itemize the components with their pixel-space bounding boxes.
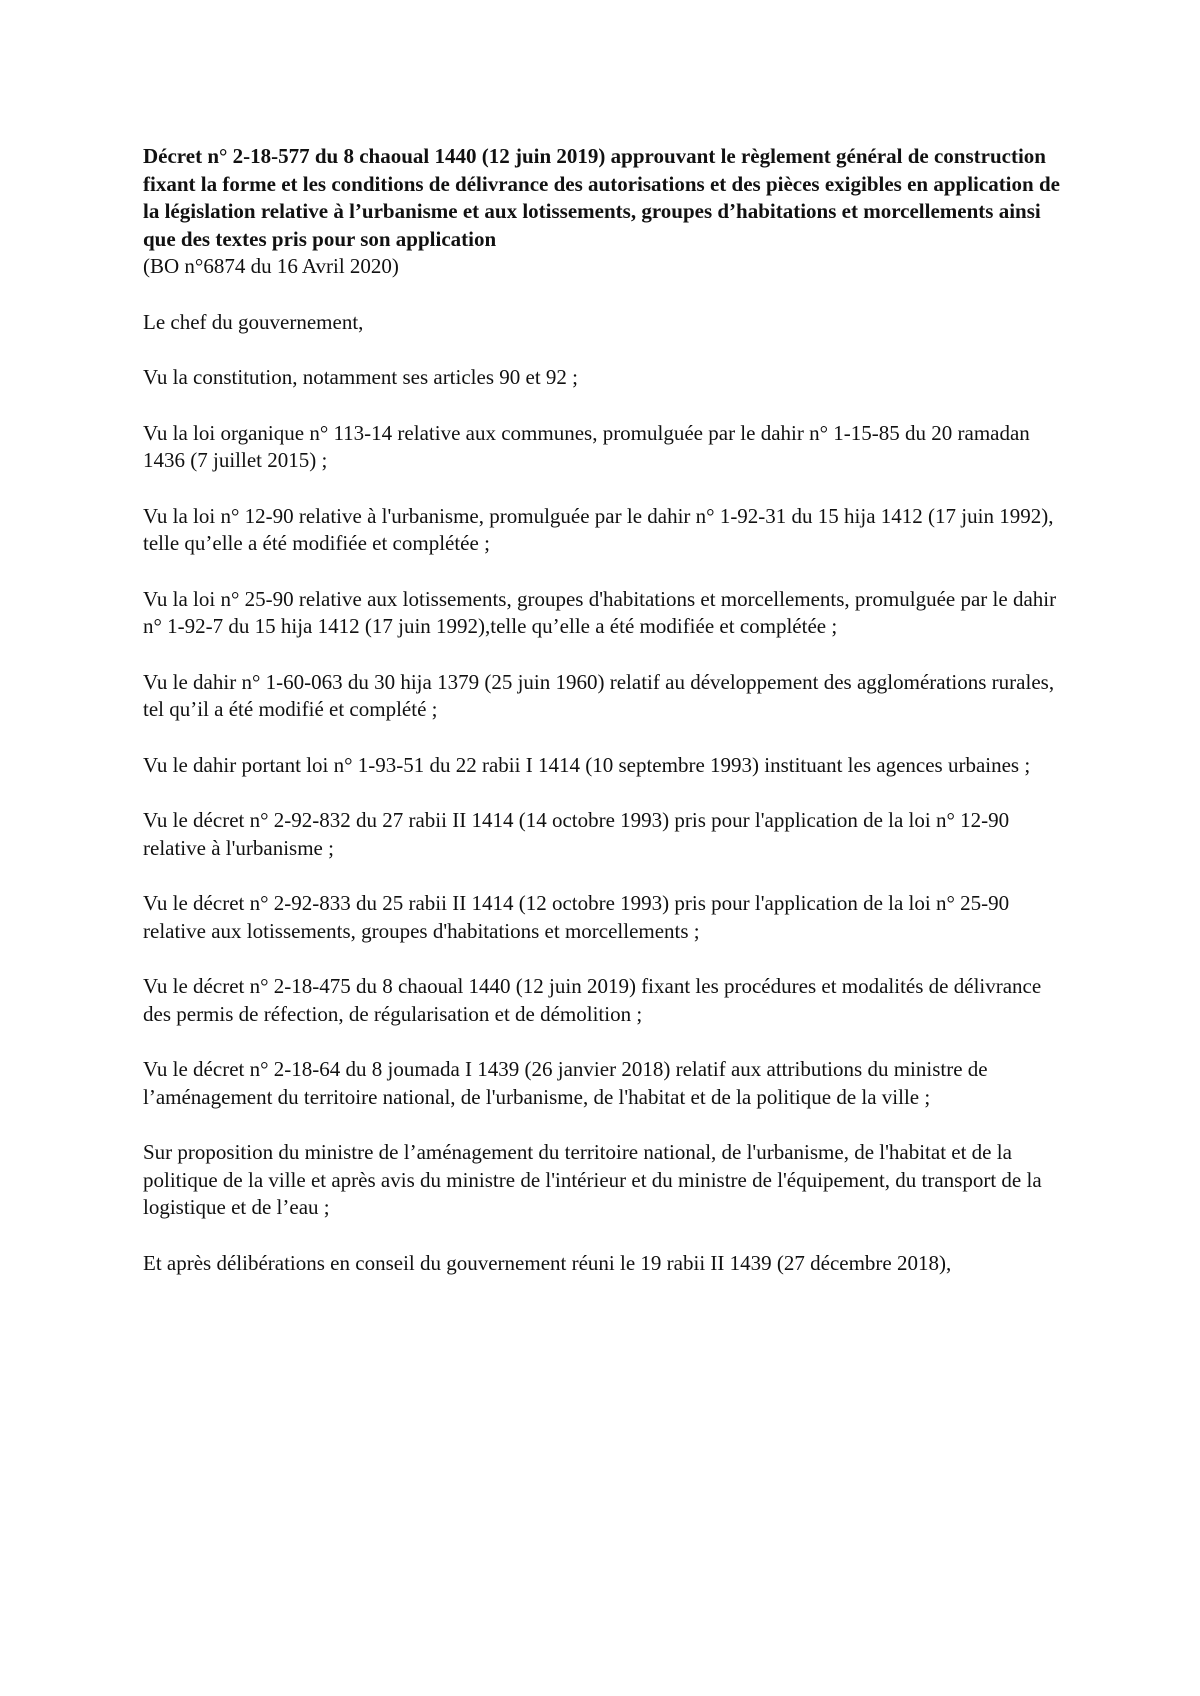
paragraph-dahir-1-60-063: Vu le dahir n° 1-60-063 du 30 hija 1379 (25 juin 1960) relatif au développement des agglomérations rurales, tel qu’il a été modifié et complété ; xyxy=(143,669,1055,721)
paragraph-decret-2-18-64: Vu le décret n° 2-18-64 du 8 joumada I 1439 (26 janvier 2018) relatif aux attributions du ministre de l’aménagement du territoire national, de l'urbanisme, de l'habitat et de la politique de la ville ; xyxy=(143,1057,988,1109)
paragraph-constitution: Vu la constitution, notamment ses articles 90 et 92 ; xyxy=(143,365,578,389)
paragraph-preamble: Le chef du gouvernement, xyxy=(143,309,364,334)
decree-title: Décret n° 2-18-577 du 8 chaoual 1440 (12 juin 2019) approuvant le règlement général de construction fixant la forme et les conditions de délivrance des autorisations et des pièces exigibles en application de la législation relative à l’urbanisme et aux lotissements, groupes d’habitations et morcellements ainsi que des textes pris pour son application xyxy=(143,144,1060,251)
paragraph-decret-2-92-833: Vu le décret n° 2-92-833 du 25 rabii II 1414 (12 octobre 1993) pris pour l'application de la loi n° 25-90 relative aux lotissements, groupes d'habitations et morcellements ; xyxy=(143,891,1010,943)
paragraph-proposition: Sur proposition du ministre de l’aménagement du territoire national, de l'urbanisme, de l'habitat et de la politique de la ville et après avis du ministre de l'intérieur et du ministre de l'équipement, du transport de la logistique et de l’eau ; xyxy=(143,1140,1042,1219)
paragraph-loi-organique: Vu la loi organique n° 113-14 relative aux communes, promulguée par le dahir n° 1-15-85 du 20 ramadan 1436 (7 juillet 2015) ; xyxy=(143,420,1030,472)
title-block xyxy=(143,143,1063,281)
document-body xyxy=(143,143,1063,1277)
paragraph-dahir-1-93-51: Vu le dahir portant loi n° 1-93-51 du 22 rabii I 1414 (10 septembre 1993) instituant les agences urbaines ; xyxy=(143,752,1031,777)
paragraph-decret-2-92-832: Vu le décret n° 2-92-832 du 27 rabii II 1414 (14 octobre 1993) pris pour l'application de la loi n° 12-90 relative à l'urbanisme ; xyxy=(143,808,1010,860)
bulletin-officiel-reference: (BO n°6874 du 16 Avril 2020) xyxy=(143,254,399,278)
paragraph-loi-25-90: Vu la loi n° 25-90 relative aux lotissements, groupes d'habitations et morcellements, promulguée par le dahir n° 1-92-7 du 15 hija 1412 (17 juin 1992),telle qu’elle a été modifiée et complétée ; xyxy=(143,586,1057,638)
paragraph-loi-12-90: Vu la loi n° 12-90 relative à l'urbanisme, promulguée par le dahir n° 1-92-31 du 15 hija 1412 (17 juin 1992), telle qu’elle a été modifiée et complétée ; xyxy=(143,503,1054,555)
paragraph-deliberations: Et après délibérations en conseil du gouvernement réuni le 19 rabii II 1439 (27 décembre 2018), xyxy=(143,1250,952,1275)
paragraph-decret-2-18-475: Vu le décret n° 2-18-475 du 8 chaoual 1440 (12 juin 2019) fixant les procédures et modalités de délivrance des permis de réfection, de régularisation et de démolition ; xyxy=(143,974,1042,1026)
